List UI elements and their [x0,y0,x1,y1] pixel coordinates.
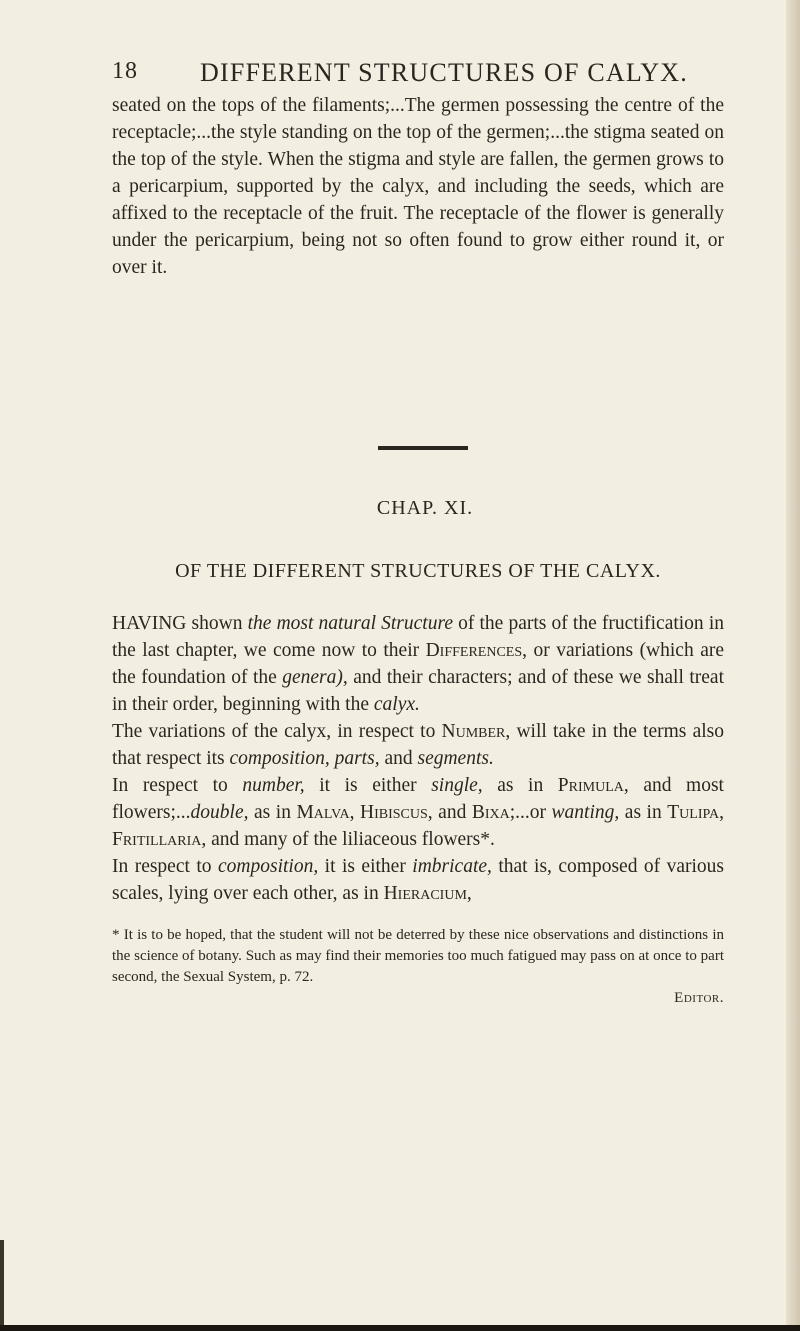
paragraph-number: In respect to number, it is either single, as in Primula, and most flowers;...double, as in Malva, Hibiscus, and Bixa;...or wanting, as in Tulipa, Fritillaria, and many of the liliaceous flowers*. [112,775,724,850]
running-title: DIFFERENT STRUCTURES OF CALYX. [200,58,688,87]
chapter-body [112,610,724,907]
page-header [112,58,722,88]
footnote-text: * It is to be hoped, that the student will not be deterred by these nice observations and distinctions in the science of botany. Such as may find their memories too much fatigued may pass on at once to part second, the Sexual System, p. 72. [112,927,724,985]
page-number: 18 [112,58,138,84]
footnote [112,925,724,1009]
paragraph-intro: HAVING shown the most natural Structure of the parts of the fructification in the last chapter, we come now to their Differences, or variations (which are the foundation of the genera), and their characters; and of these we shall treat in their order, beginning with the calyx. [112,613,724,715]
chapter-number: CHAP. XI. [376,497,474,519]
chapter-title: OF THE DIFFERENT STRUCTURES OF THE CALYX. [175,560,661,582]
page-edge-bottom [0,1325,800,1331]
paragraph-continuation: seated on the tops of the filaments;...The germen possessing the centre of the receptacle;...the style standing on the top of the germen;...the stigma seated on the top of the style. When the stigma and style are fallen, the germen grows to a pericarpium, supported by the calyx, and including the seeds, which are affixed to the receptacle of the fruit. The receptacle of the flower is generally under the pericarpium, being not so often found to grow either round it, or over it. [112,95,724,278]
page-edge-right [786,0,800,1331]
section-divider [378,446,468,450]
page-edge-left [0,1240,4,1331]
footnote-signature: Editor. [674,990,724,1006]
paragraph-composition: In respect to composition, it is either imbricate, that is, composed of various scales, lying over each other, as in Hieracium, [112,856,724,904]
paragraph-variations: The variations of the calyx, in respect to Number, will take in the terms also that respect its composition, parts, and segments. [112,721,724,769]
